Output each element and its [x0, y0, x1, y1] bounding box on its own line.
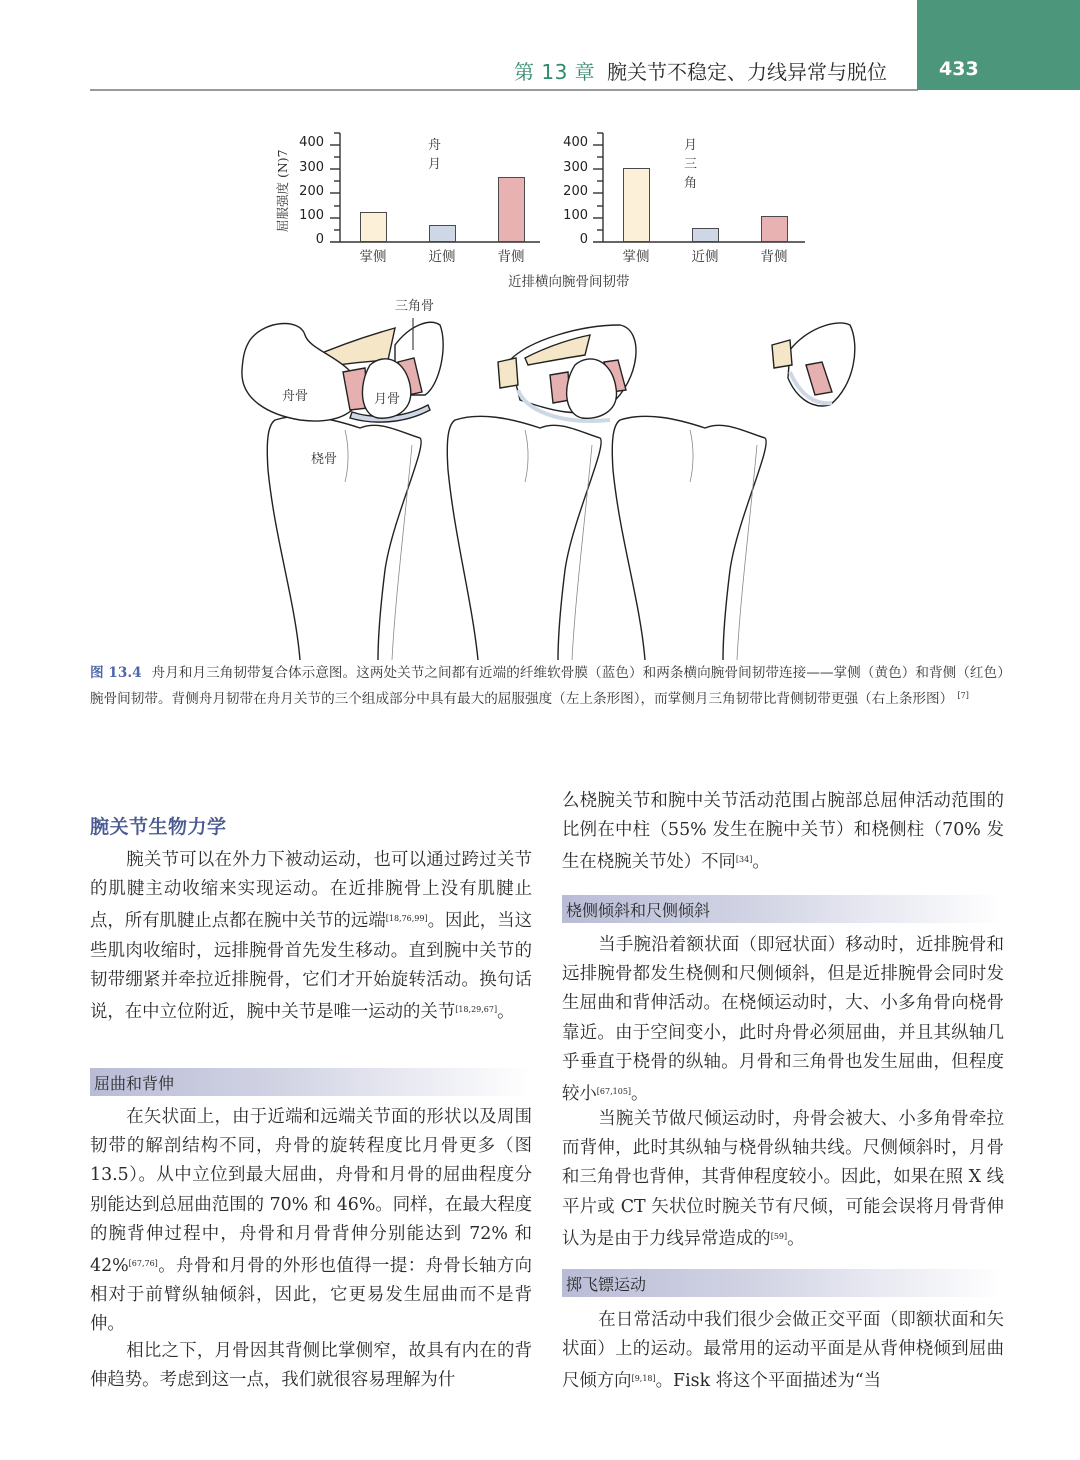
y-tick-300: 300	[299, 160, 324, 175]
y-tick-400: 400	[563, 135, 588, 150]
y-tick-100: 100	[563, 208, 588, 223]
category-label: 掌侧	[622, 249, 650, 265]
paragraph: 在日常活动中我们很少会做正交平面（即额状面和矢状面）上的运动。最常用的运动平面是从背伸桡倾到屈曲尺倾方向[9,18]。Fisk 将这个平面描述为“当	[562, 1310, 1004, 1392]
category-label: 掌侧	[359, 249, 387, 265]
y-tick-300: 300	[563, 160, 588, 175]
x-group-label: 近排横向腕骨间韧带	[508, 274, 630, 290]
y-axis-label: 屈服强度 (N)7	[275, 149, 290, 232]
radius-bone-3	[612, 416, 766, 660]
section-heading: 腕关节生物力学	[90, 816, 227, 838]
paragraph: 腕关节可以在外力下被动运动，也可以通过跨过关节的肌腱主动收缩来实现运动。在近排腕骨上没有肌腱止点，所有肌腱止点都在腕中关节的远端[18,76,99]。因此，当这些肌肉收缩时，远排腕骨首先发生移动。直到腕中关节的韧带绷紧并牵拉近排腕骨，它们才开始旋转活动。换句话说，在中立位附近，腕中关节是唯一运动的关节[18,29,67]。	[90, 850, 532, 1023]
chart-title: 舟月	[428, 138, 442, 172]
wrist-ligament-illustration	[230, 290, 870, 660]
y-tick-0: 0	[579, 232, 588, 247]
caption-reference: [7]	[957, 690, 969, 700]
subheading-flexion-extension: 屈曲和背伸	[90, 1068, 532, 1096]
chart-axes	[0, 0, 820, 260]
paragraph: 在矢状面上，由于近端和远端关节面的形状以及周围韧带的解剖结构不同，舟骨的旋转程度比月骨更多（图 13.5）。从中立位到最大屈曲，舟骨和月骨的屈曲程度分别能达到总屈曲范围的 70% 和 46%。同样，在最大程度的腕背伸过程中，舟骨和月骨背伸分别能达到 72% 和 42%[67,76]。舟骨和月骨的外形也值得一提：舟骨长轴方向相对于前臂纵轴倾斜，因此，它更易发生屈曲而不是背伸。	[90, 1107, 532, 1335]
category-label: 近侧	[428, 249, 456, 265]
paragraph: 么桡腕关节和腕中关节活动范围占腕部总屈伸活动范围的比例在中柱（55% 发生在腕中关节）和桡侧柱（70% 发生在桡腕关节处）不同[34]。	[562, 791, 1004, 873]
category-label: 背侧	[497, 249, 525, 265]
radius-bone-2	[447, 416, 601, 660]
label-radius: 桡骨	[311, 452, 338, 467]
y-tick-100: 100	[299, 208, 324, 223]
bar-volar	[623, 168, 650, 242]
paragraph: 当腕关节做尺倾运动时，舟骨会被大、小多角骨牵拉而背伸，此时其纵轴与桡骨纵轴共线。尺侧倾斜时，月骨和三角骨也背伸，其背伸程度较小。因此，如果在照 X 线平片或 CT 矢状位时腕关节有尺倾，可能会误将月骨背伸认为是由于力线异常造成的[59]。	[562, 1109, 1004, 1249]
caption-text: 舟月和月三角韧带复合体示意图。这两处关节之间都有近端的纤维软骨膜（蓝色）和两条横向腕骨间韧带连接——掌侧（黄色）和背侧（红色）腕骨间韧带。背侧舟月韧带在舟月关节的三个组成部分中具有最大的屈服强度（左上条形图），而掌侧月三角韧带比背侧韧带更强（右上条形图）	[90, 665, 1004, 707]
subheading-dart-throwing-motion: 掷飞镖运动	[562, 1269, 1004, 1297]
paragraph: 相比之下，月骨因其背侧比掌侧窄，故具有内在的背伸趋势。考虑到这一点，我们就很容易理解为什	[90, 1341, 532, 1391]
label-scaphoid: 舟骨	[282, 389, 309, 404]
lunate-bone	[362, 359, 410, 418]
chapter-label: 第 13 章	[514, 60, 596, 84]
subheading-radial-ulnar-deviation: 桡侧倾斜和尺侧倾斜	[562, 895, 1004, 923]
figure-caption	[90, 662, 1004, 710]
label-lunate: 月骨	[374, 392, 401, 407]
radius-bone-1	[267, 416, 421, 660]
category-label: 背侧	[760, 249, 788, 265]
page-number: 433	[939, 58, 979, 80]
chart-title: 月三角	[684, 138, 698, 191]
y-tick-0: 0	[315, 232, 324, 247]
paragraph: 当手腕沿着额状面（即冠状面）移动时，近排腕骨和远排腕骨都发生桡侧和尺侧倾斜，但是近排腕骨会同时发生屈曲和背伸活动。在桡倾运动时，大、小多角骨向桡骨靠近。由于空间变小，此时舟骨必须屈曲，并且其纵轴几乎垂直于桡骨的纵轴。月骨和三角骨也发生屈曲，但程度较小[67,105]。	[562, 935, 1004, 1105]
label-triquetrum: 三角骨	[395, 299, 435, 314]
bar-dorsal	[761, 216, 788, 242]
y-tick-200: 200	[563, 184, 588, 199]
category-label: 近侧	[691, 249, 719, 265]
bar-proximal	[692, 228, 719, 242]
y-tick-400: 400	[299, 135, 324, 150]
caption-number: 图 13.4	[90, 665, 142, 681]
y-tick-200: 200	[299, 184, 324, 199]
chapter-title: 腕关节不稳定、力线异常与脱位	[607, 60, 887, 84]
page-number-tab	[917, 0, 1080, 90]
